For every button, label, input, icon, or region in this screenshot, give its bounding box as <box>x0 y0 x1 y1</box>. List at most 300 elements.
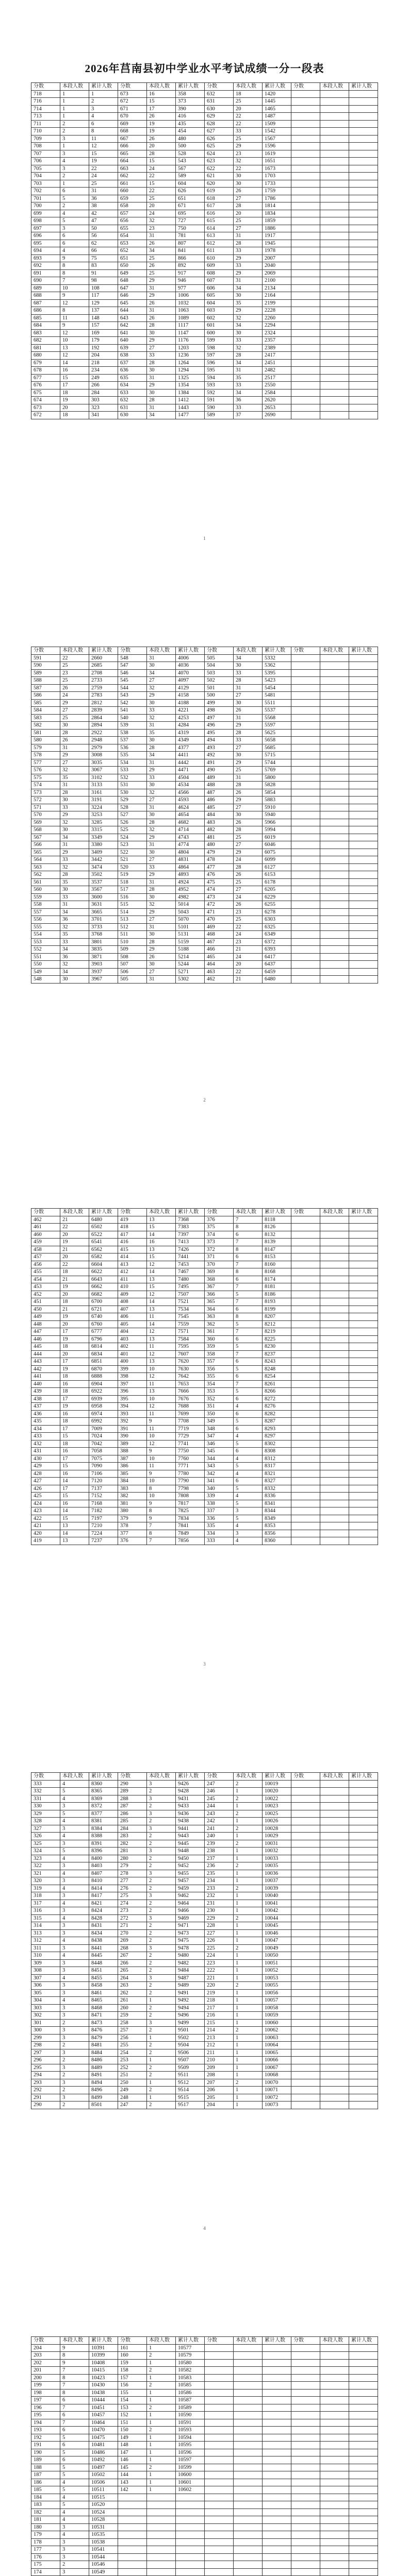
table-cell: 600 <box>205 329 234 337</box>
table-cell: 10062 <box>263 2027 291 2035</box>
table-cell: 7042 <box>89 1440 118 1448</box>
table-cell: 10065 <box>263 2049 291 2057</box>
table-cell: 3967 <box>89 976 118 984</box>
table-cell: 8360 <box>263 1537 291 1545</box>
table-cell: 10 <box>147 1493 176 1500</box>
table-cell: 670 <box>118 113 147 121</box>
table-cell: 25 <box>60 662 89 670</box>
table-cell <box>320 307 349 315</box>
table-cell <box>349 752 378 759</box>
table-cell <box>320 834 349 841</box>
table-cell: 2 <box>60 202 89 210</box>
table-cell: 35 <box>234 374 263 382</box>
table-cell <box>349 789 378 796</box>
table-cell <box>320 1261 349 1268</box>
table-cell: 1 <box>234 1922 263 1930</box>
table-cell: 2653 <box>263 404 291 412</box>
table-cell <box>234 2471 263 2479</box>
table-cell: 22 <box>234 113 263 121</box>
table-cell <box>205 2568 234 2576</box>
table-cell: 6 <box>234 1448 263 1455</box>
table-cell <box>349 2057 378 2064</box>
table-cell: 9475 <box>176 1937 205 1945</box>
table-cell: 10528 <box>89 2516 118 2524</box>
table-row <box>31 367 378 375</box>
table-cell <box>291 1358 320 1366</box>
table-cell: 7224 <box>89 1530 118 1537</box>
table-row <box>31 2049 378 2057</box>
table-cell <box>349 1380 378 1388</box>
table-cell: 6 <box>60 232 89 240</box>
table-cell <box>349 195 378 202</box>
table-cell: 6834 <box>89 1350 118 1358</box>
table-cell: 5715 <box>263 752 291 759</box>
table-cell: 467 <box>205 938 234 946</box>
table-cell: 25 <box>234 767 263 774</box>
table-cell: 2 <box>147 2012 176 2020</box>
table-cell: 523 <box>118 841 147 849</box>
table-cell: 630 <box>118 412 147 419</box>
table-cell: 566 <box>31 841 60 849</box>
table-cell <box>320 1418 349 1426</box>
table-cell: 3 <box>147 2019 176 2027</box>
table-row <box>31 714 378 722</box>
table-cell: 590 <box>205 404 234 412</box>
table-cell: 3035 <box>89 759 118 767</box>
table-cell: 2040 <box>263 262 291 270</box>
table-cell <box>291 1320 320 1328</box>
table-cell: 24 <box>147 210 176 217</box>
table-cell: 513 <box>118 916 147 924</box>
table-cell <box>291 1418 320 1426</box>
table-row <box>31 225 378 232</box>
table-cell: 316 <box>31 1907 60 1915</box>
table-cell: 10415 <box>89 2367 118 2375</box>
table-cell <box>291 811 320 819</box>
table-cell <box>291 2004 320 2012</box>
table-row <box>31 307 378 315</box>
table-cell: 2164 <box>263 292 291 300</box>
table-cell: 2 <box>234 2027 263 2035</box>
table-cell: 75 <box>89 255 118 262</box>
table-cell: 27 <box>147 856 176 864</box>
table-cell: 4188 <box>176 699 205 707</box>
table-cell: 535 <box>118 752 147 759</box>
table-cell: 4442 <box>176 759 205 767</box>
table-cell: 4097 <box>176 677 205 685</box>
table-cell: 1 <box>234 1989 263 1997</box>
table-cell: 19 <box>60 1239 89 1246</box>
table-cell: 585 <box>31 699 60 707</box>
table-cell <box>291 901 320 909</box>
table-cell: 249 <box>89 374 118 382</box>
table-cell: 331 <box>31 1795 60 1803</box>
table-cell <box>291 1530 320 1537</box>
table-cell: 8468 <box>89 2004 118 2012</box>
table-cell: 3 <box>147 1795 176 1803</box>
table-cell: 8207 <box>263 1313 291 1321</box>
table-cell: 369 <box>205 1268 234 1276</box>
table-cell <box>291 1328 320 1336</box>
table-cell <box>320 135 349 143</box>
column-header: 本段人数 <box>320 2337 349 2345</box>
table-cell <box>320 714 349 722</box>
table-cell: 11 <box>60 314 89 322</box>
table-cell: 3067 <box>89 767 118 774</box>
table-cell <box>349 1410 378 1418</box>
table-cell <box>291 1478 320 1485</box>
table-cell: 30 <box>234 292 263 300</box>
table-cell: 9489 <box>176 1982 205 1990</box>
table-cell: 10026 <box>263 1818 291 1825</box>
table-cell: 4036 <box>176 662 205 670</box>
table-cell <box>320 759 349 767</box>
table-cell <box>291 120 320 128</box>
table-cell: 1 <box>234 1870 263 1877</box>
table-cell <box>118 2523 147 2531</box>
table-cell: 451 <box>31 1298 60 1306</box>
table-header-row <box>31 1773 378 1781</box>
table-cell: 31 <box>147 307 176 315</box>
table-cell: 456 <box>31 1261 60 1268</box>
table-cell: 295 <box>31 2064 60 2072</box>
table-cell: 589 <box>31 669 60 677</box>
table-cell <box>291 908 320 916</box>
table-cell: 29 <box>60 699 89 707</box>
table-cell <box>320 729 349 737</box>
table-cell: 33 <box>234 337 263 345</box>
table-cell: 32 <box>60 767 89 774</box>
table-cell <box>147 2516 176 2524</box>
table-cell: 329 <box>31 1810 60 1818</box>
table-cell: 1886 <box>263 225 291 232</box>
table-cell: 30 <box>147 961 176 969</box>
table-cell: 413 <box>118 1261 147 1268</box>
table-cell <box>320 397 349 404</box>
table-cell: 2 <box>60 173 89 180</box>
table-cell: 6205 <box>263 886 291 894</box>
table-cell: 272 <box>118 1914 147 1922</box>
table-row <box>31 2531 378 2539</box>
table-cell: 15 <box>147 1283 176 1291</box>
table-cell: 350 <box>205 1410 234 1418</box>
table-cell <box>291 2442 320 2449</box>
table-cell: 22 <box>89 165 118 173</box>
table-cell: 372 <box>205 1246 234 1253</box>
table-cell: 232 <box>205 1892 234 1900</box>
table-cell <box>234 2359 263 2367</box>
table-cell: 599 <box>205 337 234 345</box>
table-row <box>31 1500 378 1507</box>
table-cell <box>349 908 378 916</box>
table-cell <box>320 2509 349 2516</box>
table-cell <box>291 737 320 744</box>
table-cell <box>349 1833 378 1840</box>
table-cell: 2660 <box>89 654 118 662</box>
column-header: 本段人数 <box>60 1209 89 1216</box>
table-cell: 2 <box>147 2404 176 2412</box>
table-cell: 6325 <box>263 923 291 931</box>
table-cell <box>320 1825 349 1833</box>
table-cell <box>291 1840 320 1848</box>
table-cell: 709 <box>31 135 60 143</box>
table-cell: 8365 <box>89 1788 118 1795</box>
table-cell <box>291 856 320 864</box>
table-cell: 145 <box>118 2464 147 2471</box>
table-cell: 336 <box>205 1515 234 1522</box>
table-row <box>31 1253 378 1261</box>
table-cell: 31 <box>147 284 176 292</box>
table-cell: 1 <box>234 2072 263 2079</box>
table-cell: 24 <box>147 165 176 173</box>
table-cell: 481 <box>205 834 234 841</box>
table-cell <box>320 329 349 337</box>
table-cell <box>320 2064 349 2072</box>
table-cell <box>320 684 349 692</box>
table-cell: 4893 <box>176 871 205 879</box>
table-cell: 34 <box>147 412 176 419</box>
table-cell: 29 <box>234 255 263 262</box>
table-cell <box>349 1855 378 1862</box>
table-cell <box>320 662 349 670</box>
table-cell: 192 <box>31 2434 60 2442</box>
table-row <box>31 961 378 969</box>
table-cell <box>349 759 378 767</box>
table-cell <box>147 2509 176 2516</box>
table-cell <box>320 1877 349 1885</box>
table-cell <box>349 1989 378 1997</box>
table-cell <box>291 1335 320 1343</box>
column-header: 本段人数 <box>320 83 349 91</box>
table-row <box>31 1463 378 1470</box>
table-cell: 9514 <box>176 2087 205 2094</box>
table-cell: 360 <box>205 1335 234 1343</box>
table-row <box>31 1448 378 1455</box>
table-cell <box>176 2561 205 2569</box>
table-cell <box>118 2531 147 2539</box>
table-cell: 10601 <box>176 2479 205 2486</box>
table-cell: 322 <box>31 1862 60 1870</box>
table-cell <box>291 1283 320 1291</box>
table-row <box>31 669 378 677</box>
table-cell: 256 <box>118 2034 147 2042</box>
column-header: 分数 <box>291 2337 320 2345</box>
table-cell: 750 <box>176 225 205 232</box>
table-cell: 287 <box>118 1803 147 1810</box>
table-cell <box>320 143 349 150</box>
table-cell: 552 <box>31 946 60 954</box>
table-cell: 518 <box>118 878 147 886</box>
table-cell: 1 <box>147 2434 176 2442</box>
table-cell: 7 <box>234 1328 263 1336</box>
table-cell <box>320 255 349 262</box>
table-cell: 8248 <box>263 1365 291 1373</box>
table-cell: 10036 <box>263 1870 291 1877</box>
column-header: 分数 <box>291 647 320 655</box>
table-cell <box>349 804 378 811</box>
table-row <box>31 804 378 811</box>
table-cell <box>291 1365 320 1373</box>
table-cell <box>320 863 349 871</box>
table-row <box>31 299 378 307</box>
table-row <box>31 150 378 158</box>
table-cell <box>234 2412 263 2419</box>
table-cell: 6721 <box>89 1306 118 1313</box>
table-cell: 2 <box>147 1982 176 1990</box>
table-cell: 2 <box>147 2352 176 2360</box>
table-cell <box>320 2464 349 2471</box>
table-cell: 2839 <box>89 707 118 715</box>
table-cell: 9457 <box>176 1877 205 1885</box>
table-cell: 277 <box>118 1877 147 1885</box>
table-cell: 27 <box>147 796 176 804</box>
table-cell: 6740 <box>89 1313 118 1321</box>
table-cell <box>320 225 349 232</box>
table-cell: 2 <box>234 1840 263 1848</box>
table-cell: 10066 <box>263 2057 291 2064</box>
table-cell: 5362 <box>263 662 291 670</box>
table-cell: 20 <box>60 404 89 412</box>
table-cell: 20 <box>60 1320 89 1328</box>
table-cell: 1917 <box>263 232 291 240</box>
table-cell <box>320 2057 349 2064</box>
table-cell <box>349 1253 378 1261</box>
table-cell: 6 <box>60 2442 89 2449</box>
table-cell <box>176 2509 205 2516</box>
table-cell <box>291 2568 320 2576</box>
table-row <box>31 128 378 135</box>
table-cell: 5070 <box>176 916 205 924</box>
table-row <box>31 352 378 360</box>
table-cell <box>291 893 320 901</box>
table-cell: 4377 <box>176 744 205 752</box>
table-cell: 561 <box>31 878 60 886</box>
table-cell <box>320 1493 349 1500</box>
table-cell <box>320 2471 349 2479</box>
table-cell: 3409 <box>89 849 118 856</box>
table-cell: 30 <box>147 811 176 819</box>
table-cell <box>320 2553 349 2561</box>
table-cell <box>320 1298 349 1306</box>
table-cell: 612 <box>205 240 234 247</box>
table-cell: 460 <box>31 1231 60 1239</box>
table-cell: 1264 <box>176 359 205 367</box>
table-row <box>31 255 378 262</box>
table-cell: 700 <box>31 202 60 210</box>
table-row <box>31 2404 378 2412</box>
table-cell: 19 <box>60 397 89 404</box>
table-cell <box>349 654 378 662</box>
table-cell <box>291 863 320 871</box>
table-cell: 659 <box>118 195 147 202</box>
table-cell: 452 <box>31 1291 60 1298</box>
table-row <box>31 901 378 909</box>
table-cell <box>291 180 320 188</box>
table-cell <box>320 692 349 700</box>
table-row <box>31 2412 378 2419</box>
table-cell: 10067 <box>263 2064 291 2072</box>
table-row <box>31 2553 378 2561</box>
table-cell: 17 <box>60 1358 89 1366</box>
table-cell <box>205 2412 234 2419</box>
table-cell: 25 <box>60 677 89 685</box>
table-cell: 686 <box>31 307 60 315</box>
table-row <box>31 1380 378 1388</box>
column-header: 累计人数 <box>89 83 118 91</box>
table-cell: 14 <box>147 1320 176 1328</box>
table-cell: 6480 <box>263 976 291 984</box>
table-cell: 4 <box>60 2516 89 2524</box>
table-cell: 6303 <box>263 916 291 924</box>
table-cell <box>320 1833 349 1840</box>
table-cell: 6 <box>234 1231 263 1239</box>
table-cell: 1 <box>234 2102 263 2109</box>
table-cell: 3 <box>147 1848 176 1855</box>
table-cell: 1703 <box>263 173 291 180</box>
table-cell <box>320 344 349 352</box>
table-cell: 10029 <box>263 1833 291 1840</box>
table-cell <box>291 1463 320 1470</box>
table-cell <box>349 1848 378 1855</box>
table-cell: 445 <box>31 1343 60 1351</box>
table-cell: 6480 <box>89 1216 118 1224</box>
table-cell: 2690 <box>263 412 291 419</box>
table-cell: 6522 <box>89 1231 118 1239</box>
table-cell: 3 <box>147 1974 176 1982</box>
table-cell: 332 <box>31 1788 60 1795</box>
table-row <box>31 329 378 337</box>
table-cell: 1567 <box>263 135 291 143</box>
table-cell: 18 <box>60 1418 89 1426</box>
table-cell <box>320 961 349 969</box>
column-header: 分数 <box>118 2337 147 2345</box>
table-cell <box>349 2509 378 2516</box>
table-cell <box>205 2367 234 2375</box>
table-cell <box>320 752 349 759</box>
table-cell: 368 <box>205 1276 234 1283</box>
table-cell <box>291 225 320 232</box>
table-cell <box>320 412 349 419</box>
table-cell: 26 <box>234 819 263 826</box>
table-cell: 36 <box>89 195 118 202</box>
table-cell: 8276 <box>263 1403 291 1411</box>
table-cell: 31 <box>147 654 176 662</box>
table-row <box>31 2568 378 2576</box>
table-cell: 6851 <box>89 1358 118 1366</box>
table-cell <box>291 789 320 796</box>
table-cell: 409 <box>118 1291 147 1298</box>
table-cell: 9491 <box>176 1989 205 1997</box>
table-cell: 6922 <box>89 1388 118 1396</box>
table-cell: 5625 <box>263 729 291 737</box>
table-cell: 4534 <box>176 782 205 789</box>
table-cell: 288 <box>118 1795 147 1803</box>
table-row <box>31 1944 378 1952</box>
table-cell: 3631 <box>89 901 118 909</box>
table-cell: 305 <box>31 1989 60 1997</box>
table-cell <box>349 2449 378 2456</box>
table-cell: 604 <box>205 299 234 307</box>
table-cell <box>320 1358 349 1366</box>
table-cell: 9445 <box>176 1840 205 1848</box>
table-cell: 473 <box>205 893 234 901</box>
table-row <box>31 811 378 819</box>
table-cell: 8424 <box>89 1907 118 1915</box>
table-cell: 8501 <box>89 2102 118 2109</box>
table-cell: 311 <box>31 1944 60 1952</box>
table-cell: 30 <box>147 329 176 337</box>
table-cell: 9473 <box>176 1929 205 1937</box>
